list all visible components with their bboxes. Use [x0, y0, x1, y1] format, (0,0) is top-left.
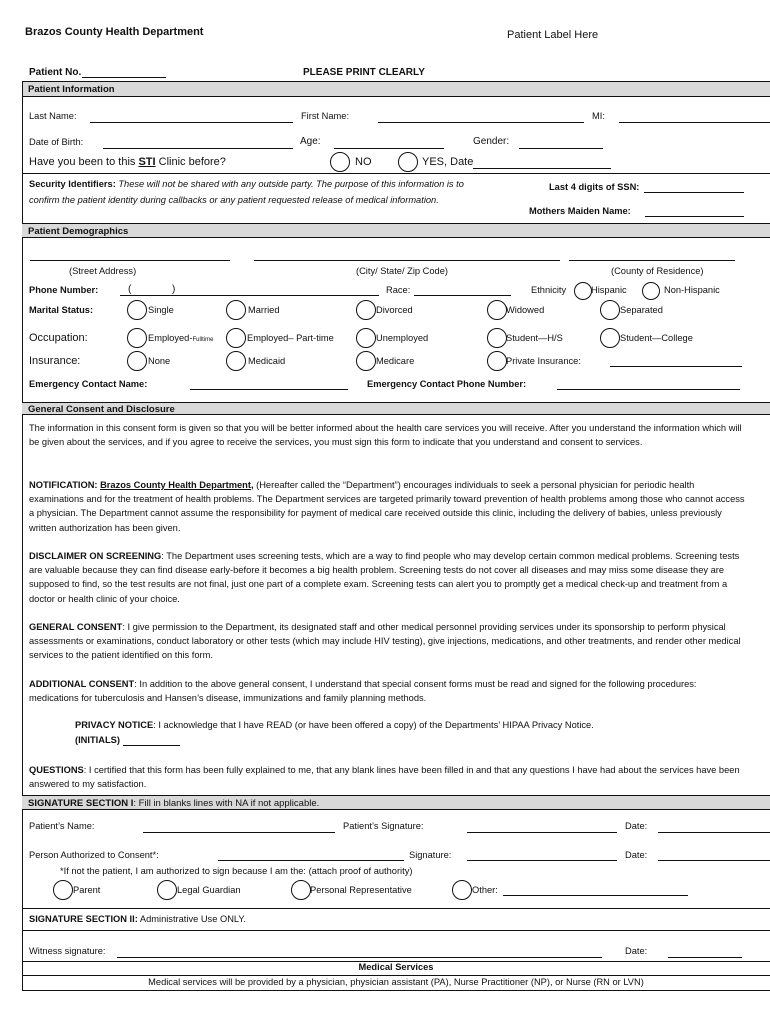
questions-label: QUESTIONS	[29, 765, 84, 775]
section-general-consent: General Consent and Disclosure	[22, 402, 770, 415]
married-radio[interactable]	[226, 300, 246, 320]
legal-guardian-radio[interactable]	[157, 880, 177, 900]
witness-date-label: Date:	[625, 946, 648, 956]
no-radio[interactable]	[330, 152, 350, 172]
notification-label: NOTIFICATION:	[29, 480, 101, 490]
unemployed-radio[interactable]	[356, 328, 376, 348]
emergency-contact-name-field[interactable]	[190, 389, 348, 390]
visited-pre-text: Have you been to this	[29, 156, 139, 168]
phone-area-open: (	[128, 284, 132, 295]
none-radio[interactable]	[127, 351, 147, 371]
yes-date-label: YES, Date	[422, 156, 474, 168]
emergency-contact-phone-field[interactable]	[557, 389, 740, 390]
legal-guardian-label: Legal Guardian	[177, 885, 241, 895]
notification-text: (Hereafter called the “Department”) encourages individuals to seek a personal physician for periodic health examinations and for the treatment of health problems. The Department services are targeted primarily toward prevention of health problems among those who cannot access a physician. The Department cannot assume the responsibility for payment of medical care received outside this clinic, including the delivery of babies, unless previously written authorization has been given.	[29, 480, 745, 533]
non-hispanic-radio[interactable]	[642, 282, 660, 300]
no-label: NO	[355, 156, 372, 168]
race-label: Race:	[386, 285, 411, 295]
first-name-field[interactable]	[378, 122, 584, 123]
maiden-name-label: Mothers Maiden Name:	[529, 206, 631, 216]
last-name-field[interactable]	[90, 122, 293, 123]
single-radio[interactable]	[127, 300, 147, 320]
privacy-notice	[75, 720, 594, 730]
authorized-date-label: Date:	[625, 850, 648, 860]
street-address-caption: (Street Address)	[69, 266, 137, 276]
private-insurance-radio[interactable]	[487, 351, 507, 371]
separated-label: Separated	[620, 305, 663, 315]
security-label: Security Identifiers:	[29, 179, 116, 189]
medicaid-radio[interactable]	[226, 351, 246, 371]
personal-representative-radio[interactable]	[291, 880, 311, 900]
privacy-text: : I acknowledge that I have READ (or have been offered a copy) of the Departments’ HIPAA Privacy Notice.	[153, 720, 594, 730]
signature-2-title: SIGNATURE SECTION II:	[29, 914, 138, 924]
private-insurance-label: Private Insurance:	[506, 356, 581, 366]
phone-field[interactable]	[120, 295, 379, 296]
signature-2-title-rest: Administrative Use ONLY.	[137, 914, 246, 924]
notification-paragraph	[29, 478, 745, 535]
patient-no-field[interactable]	[82, 77, 166, 78]
authorized-person-label: Person Authorized to Consent*:	[29, 850, 159, 860]
personal-representative-label: Personal Representative	[310, 885, 412, 895]
witness-signature-label: Witness signature:	[29, 946, 106, 956]
patient-name-field[interactable]	[143, 832, 335, 833]
employed-fulltime-small: Fulltime	[192, 337, 214, 343]
ssn-label: Last 4 digits of SSN:	[549, 182, 640, 192]
age-field[interactable]	[334, 148, 444, 149]
security-identifiers-line2: confirm the patient identity during callbacks or any patient requested release of medical information.	[29, 195, 439, 205]
medicare-radio[interactable]	[356, 351, 376, 371]
signature-1-title-rest: : Fill in blanks lines with NA if not applicable.	[133, 798, 320, 809]
org-title: Brazos County Health Department	[25, 26, 204, 38]
questions-text: : I certified that this form has been fully explained to me, that any blank lines have been filled in and that any questions I have had about the services have been answered to my satisfaction.	[29, 765, 740, 790]
divider	[22, 975, 770, 976]
first-name-label: First Name:	[301, 111, 350, 121]
section-patient-information: Patient Information	[22, 81, 770, 97]
employed-parttime-label: Employed– Part-time	[247, 333, 334, 343]
authorized-person-field[interactable]	[218, 860, 404, 861]
security-identifiers-line1	[29, 179, 464, 189]
section-signature-2	[29, 914, 246, 924]
widowed-label: Widowed	[506, 305, 545, 315]
initials-field[interactable]	[123, 745, 180, 746]
city-state-zip-caption: (City/ State/ Zip Code)	[356, 266, 448, 276]
patient-signature-field[interactable]	[467, 832, 617, 833]
medical-services-text: Medical services will be provided by a physician, physician assistant (PA), Nurse Practitioner (NP), or Nurse (RN or LVN)	[148, 977, 644, 987]
last-name-label: Last Name:	[29, 111, 77, 121]
section-patient-demographics: Patient Demographics	[22, 223, 770, 238]
gender-field[interactable]	[519, 148, 603, 149]
visited-post-text: Clinic before?	[155, 156, 226, 168]
race-field[interactable]	[414, 295, 511, 296]
emergency-contact-name-label: Emergency Contact Name:	[29, 379, 148, 389]
authorized-date-field[interactable]	[658, 860, 770, 861]
student-college-radio[interactable]	[600, 328, 620, 348]
other-radio[interactable]	[452, 880, 472, 900]
form-bottom-border	[22, 990, 770, 991]
consent-intro: The information in this consent form is given so that you will be better informed about the health care services you will receive. After you understand the information which will be given about the services, and if you agree to receive the services, you must sign this form to indicate that you understand and consent to services.	[29, 423, 742, 448]
dob-label: Date of Birth:	[29, 137, 84, 147]
patient-date-field[interactable]	[658, 832, 770, 833]
unemployed-label: Unemployed	[376, 333, 429, 343]
county-field[interactable]	[569, 260, 735, 261]
witness-signature-field[interactable]	[117, 957, 602, 958]
initials-label: (INITIALS)	[75, 735, 120, 745]
notification-org: Brazos County Health Department	[100, 480, 251, 490]
non-hispanic-label: Non-Hispanic	[664, 285, 720, 295]
marital-status-label: Marital Status:	[29, 305, 94, 315]
street-address-field[interactable]	[30, 260, 230, 261]
employed-fulltime-radio[interactable]	[127, 328, 147, 348]
divider	[22, 908, 770, 909]
maiden-name-field[interactable]	[645, 216, 744, 217]
disclaimer-paragraph	[29, 549, 745, 606]
general-consent-paragraph	[29, 620, 745, 663]
parent-label: Parent	[73, 885, 101, 895]
patient-date-label: Date:	[625, 821, 648, 831]
signature-1-title: SIGNATURE SECTION I	[28, 798, 134, 809]
print-clearly-note: PLEASE PRINT CLEARLY	[303, 67, 425, 78]
private-insurance-field[interactable]	[610, 366, 742, 367]
emergency-contact-phone-label: Emergency Contact Phone Number:	[367, 379, 527, 389]
other-field[interactable]	[503, 895, 688, 896]
student-college-label: Student—College	[620, 333, 693, 343]
ethnicity-label: Ethnicity	[531, 285, 567, 295]
medicare-label: Medicare	[376, 356, 415, 366]
authority-note: *If not the patient, I am authorized to sign because I am the: (attach proof of authority)	[60, 866, 413, 876]
general-consent-label: GENERAL CONSENT	[29, 622, 123, 632]
section-signature-1	[22, 795, 770, 810]
privacy-label: PRIVACY NOTICE	[75, 720, 154, 730]
dob-field[interactable]	[103, 148, 293, 149]
additional-consent-text: : In addition to the above general consent, I understand that special consent forms must be read and signed for the following procedures: medications for tuberculosis and Hansen’s disease, immunizations and family planning methods.	[29, 679, 697, 704]
ssn-field[interactable]	[644, 192, 744, 193]
divider	[22, 930, 770, 931]
sti-text: STI	[138, 156, 156, 168]
other-label: Other:	[472, 885, 498, 895]
patient-signature-label: Patient’s Signature:	[343, 821, 424, 831]
hispanic-label: Hispanic	[591, 285, 627, 295]
employed-fulltime-label	[148, 333, 213, 343]
student-hs-radio[interactable]	[487, 328, 507, 348]
divorced-radio[interactable]	[356, 300, 376, 320]
employed-parttime-radio[interactable]	[226, 328, 246, 348]
patient-name-label: Patient’s Name:	[29, 821, 95, 831]
authorized-signature-field[interactable]	[467, 860, 617, 861]
form-left-border	[22, 81, 23, 991]
notification-comma: ,	[250, 480, 254, 490]
yes-radio[interactable]	[398, 152, 418, 172]
student-hs-label: Student—H/S	[506, 333, 563, 343]
age-label: Age:	[300, 136, 321, 147]
general-consent-text: : I give permission to the Department, its designated staff and other medical personnel providing services under its sponsorship to perform physical assessments or examinations, conduct laboratory or other tests (which may include HIV testing), give injections, medications, and other treatments, and render other medical services to the patient identified on this form.	[29, 622, 741, 661]
none-label: None	[148, 356, 171, 366]
phone-area-close: )	[172, 284, 176, 295]
visited-before-question	[29, 156, 226, 168]
yes-date-field[interactable]	[473, 168, 611, 169]
mi-label: MI:	[592, 111, 605, 121]
medicaid-label: Medicaid	[248, 356, 286, 366]
authorized-signature-label: Signature:	[409, 850, 452, 860]
hispanic-radio[interactable]	[574, 282, 592, 300]
employed-fulltime-main: Employed-	[148, 333, 193, 343]
gender-label: Gender:	[473, 136, 510, 147]
occupation-label: Occupation:	[29, 332, 88, 344]
divider	[22, 173, 770, 174]
married-label: Married	[248, 305, 280, 315]
phone-label: Phone Number:	[29, 285, 99, 295]
additional-consent-label: ADDITIONAL CONSENT	[29, 679, 135, 689]
county-caption: (County of Residence)	[611, 266, 704, 276]
single-label: Single	[148, 305, 174, 315]
security-text1: These will not be shared with any outside party. The purpose of this information is to	[115, 179, 464, 189]
disclaimer-label: DISCLAIMER ON SCREENING	[29, 551, 162, 561]
city-state-zip-field[interactable]	[254, 260, 560, 261]
widowed-radio[interactable]	[487, 300, 507, 320]
parent-radio[interactable]	[53, 880, 73, 900]
additional-consent-paragraph	[29, 677, 745, 705]
insurance-label: Insurance:	[29, 355, 81, 367]
mi-field[interactable]	[619, 122, 770, 123]
patient-no-label: Patient No.	[29, 67, 82, 78]
patient-label-area: Patient Label Here	[507, 29, 599, 41]
separated-radio[interactable]	[600, 300, 620, 320]
medical-services-title: Medical Services	[358, 962, 434, 972]
questions-paragraph	[29, 763, 745, 791]
witness-date-field[interactable]	[668, 957, 742, 958]
disclaimer-text: : The Department uses screening tests, which are a way to find people who may develop certain common medical problems. Screening tests are valuable because they can find disease early-before it becomes a big health problem. Screening tests do not cover all diseases and may miss some disease they are supposed to find, so the test results are not final, just one part of a complete exam. Screening tests can alert you to promptly get a medical check-up and treatment from a doctor or health clinic of your choice.	[29, 551, 740, 604]
divorced-label: Divorced	[376, 305, 413, 315]
